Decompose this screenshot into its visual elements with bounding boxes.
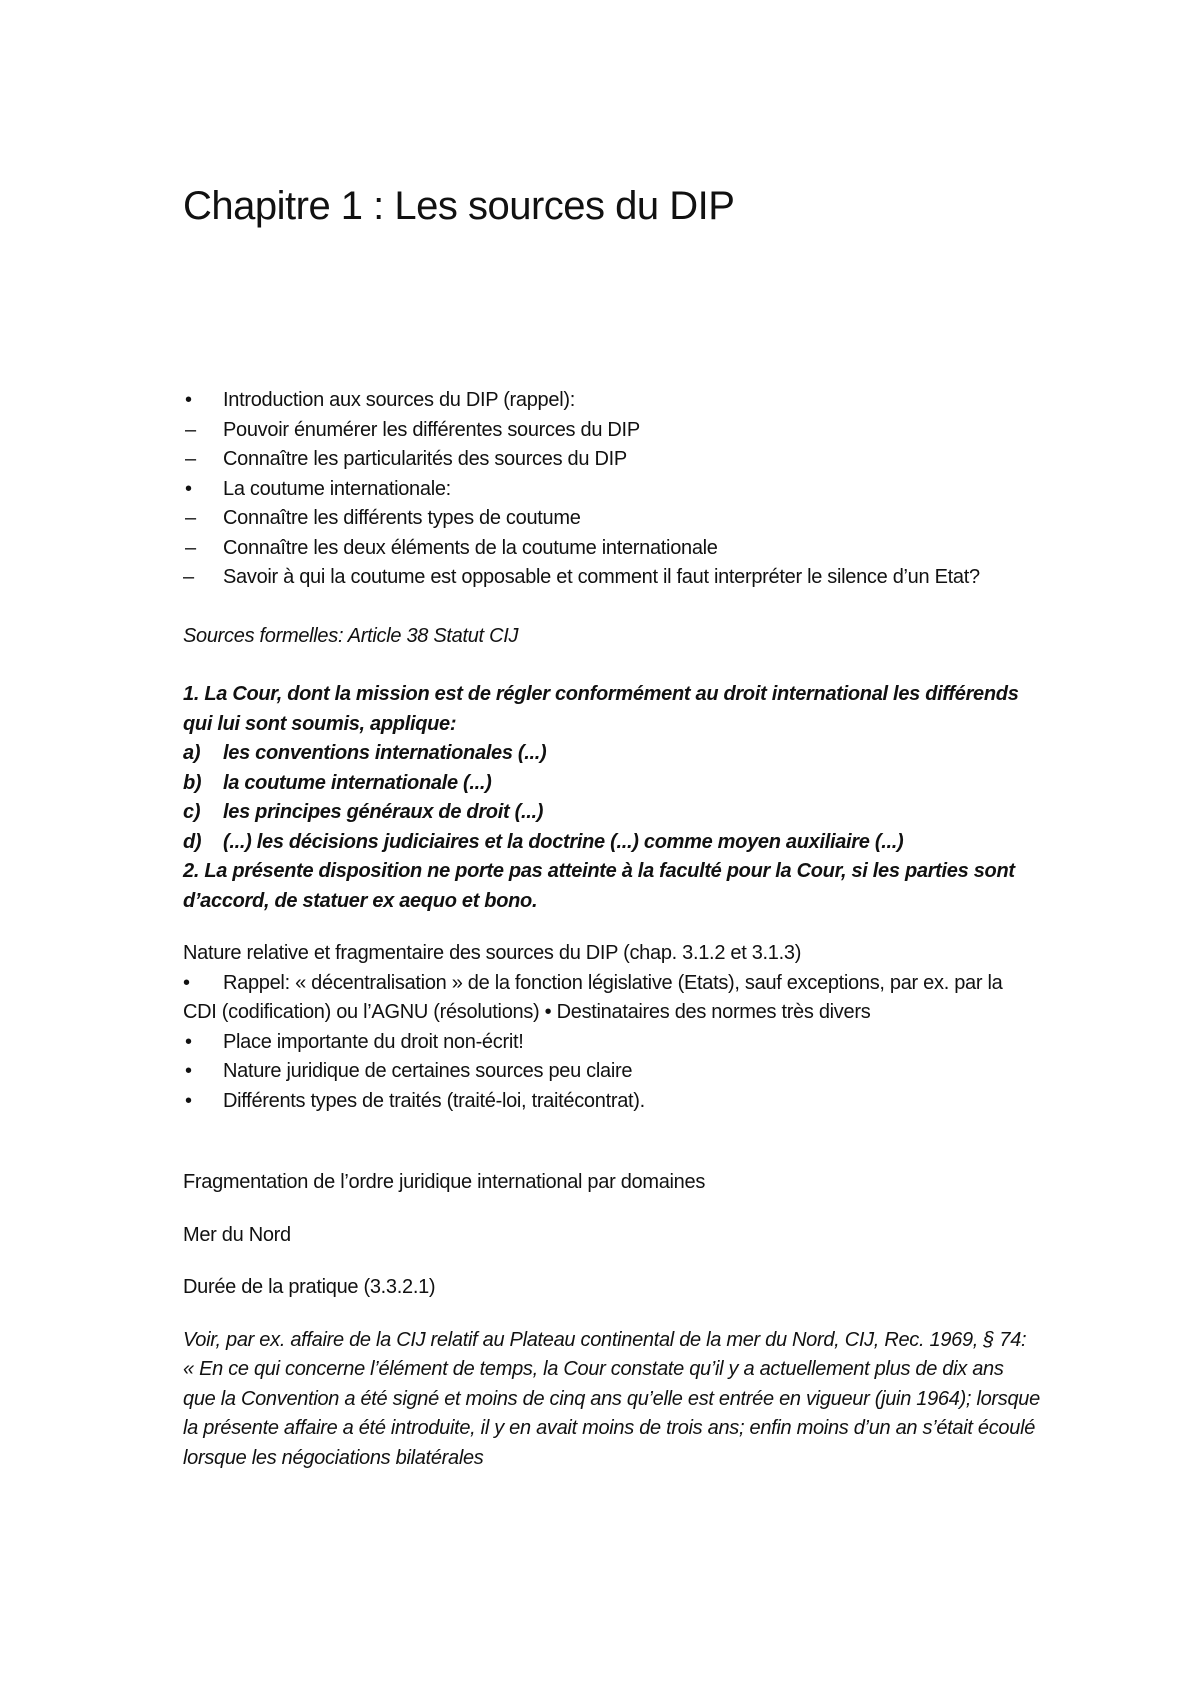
nature-heading: Nature relative et fragmentaire des sources du DIP (chap. 3.1.2 et 3.1.3)	[183, 942, 802, 964]
list-item	[183, 828, 1040, 858]
page-title: Chapitre 1 : Les sources du DIP	[183, 184, 735, 228]
list-item-text: la coutume internationale (...)	[223, 771, 492, 794]
letter-marker: b)	[183, 771, 202, 794]
list-item-text: Introduction aux sources du DIP (rappel):	[223, 389, 575, 411]
list-item-text: Différents types de traités (traité-loi, traitécontrat).	[223, 1089, 645, 1112]
list-item-text: Place importante du droit non-écrit!	[223, 1030, 524, 1053]
article-items-list	[183, 739, 1040, 857]
letter-marker: d)	[183, 830, 202, 853]
bullet-marker: •	[185, 1060, 192, 1082]
list-item	[183, 1087, 1040, 1117]
case-quote	[183, 1326, 1040, 1474]
sources-heading: Sources formelles: Article 38 Statut CIJ	[183, 624, 519, 647]
list-item-text: Savoir à qui la coutume est opposable et comment il faut interpréter le silence d’un Etat?	[223, 566, 980, 588]
list-item-text: les conventions internationales (...)	[223, 742, 547, 764]
bullet-marker: •	[185, 389, 192, 411]
dash-marker: –	[185, 536, 196, 559]
list-item-text: Nature juridique de certaines sources peu claire	[223, 1060, 633, 1082]
list-item	[183, 534, 1040, 564]
list-item	[183, 475, 1040, 505]
list-item	[183, 798, 1040, 828]
bullet-marker: •	[185, 477, 192, 500]
list-item-text: (...) les décisions judiciaires et la doctrine (...) comme moyen auxiliaire (...)	[223, 830, 904, 853]
list-item	[183, 739, 1040, 769]
letter-marker: c)	[183, 801, 201, 823]
list-item	[183, 1057, 1040, 1087]
article-38-excerpt	[183, 680, 1040, 916]
list-item-text: Pouvoir énumérer les différentes sources du DIP	[223, 418, 640, 441]
list-item-text: Connaître les deux éléments de la coutume internationale	[223, 536, 718, 559]
list-item-text: Connaître les différents types de coutume	[223, 507, 581, 529]
list-item	[183, 504, 1040, 534]
dash-marker: –	[185, 418, 196, 441]
fragmentation-heading: Fragmentation de l’ordre juridique international par domaines	[183, 1171, 706, 1193]
bullet-marker: •	[185, 1030, 192, 1053]
list-item	[183, 416, 1040, 446]
list-item-text: La coutume internationale:	[223, 477, 451, 500]
quote-text: « En ce qui concerne l’élément de temps, la Cour constate qu’il y a actuellement plus de dix ans que la Convention a été signé et moins de cinq ans qu’elle est entrée en vigueur (juin 1964); lorsque la présente affaire a été introduite, il y en avait moins de trois ans; enfin moins d’un an s’était écoulé lorsque les négociations bilatérales	[183, 1358, 1040, 1469]
list-item-text: Rappel: « décentralisation » de la fonction législative (Etats), sauf exceptions, par ex. par la CDI (codification) ou l’AGNU (résolutions) • Destinataires des normes très divers	[183, 971, 1003, 1023]
list-item	[183, 563, 1040, 593]
list-item	[183, 769, 1040, 799]
list-item	[183, 386, 1040, 416]
list-item	[183, 445, 1040, 475]
mer-du-nord-heading: Mer du Nord	[183, 1223, 291, 1246]
duree-heading: Durée de la pratique (3.3.2.1)	[183, 1276, 436, 1298]
dash-marker: –	[183, 566, 194, 588]
dash-marker: –	[185, 448, 196, 470]
letter-marker: a)	[183, 742, 201, 764]
article-paragraph-1: 1. La Cour, dont la mission est de régler conformément au droit international les différends qui lui sont soumis, applique:	[183, 683, 1019, 735]
intro-objectives-list	[183, 386, 1040, 593]
quote-intro: Voir, par ex. affaire de la CIJ relatif au Plateau continental de la mer du Nord, CIJ, Rec. 1969, § 74:	[183, 1328, 1027, 1351]
dash-marker: –	[185, 507, 196, 529]
list-item-text: Connaître les particularités des sources du DIP	[223, 448, 627, 470]
nature-list	[183, 969, 1040, 1117]
list-item	[183, 1028, 1040, 1058]
list-item	[183, 969, 1040, 1028]
article-paragraph-2: 2. La présente disposition ne porte pas atteinte à la faculté pour la Cour, si les parties sont d’accord, de statuer ex aequo et bono.	[183, 860, 1015, 912]
bullet-marker: •	[183, 971, 190, 994]
bullet-marker: •	[185, 1089, 192, 1112]
list-item-text: les principes généraux de droit (...)	[223, 801, 544, 823]
